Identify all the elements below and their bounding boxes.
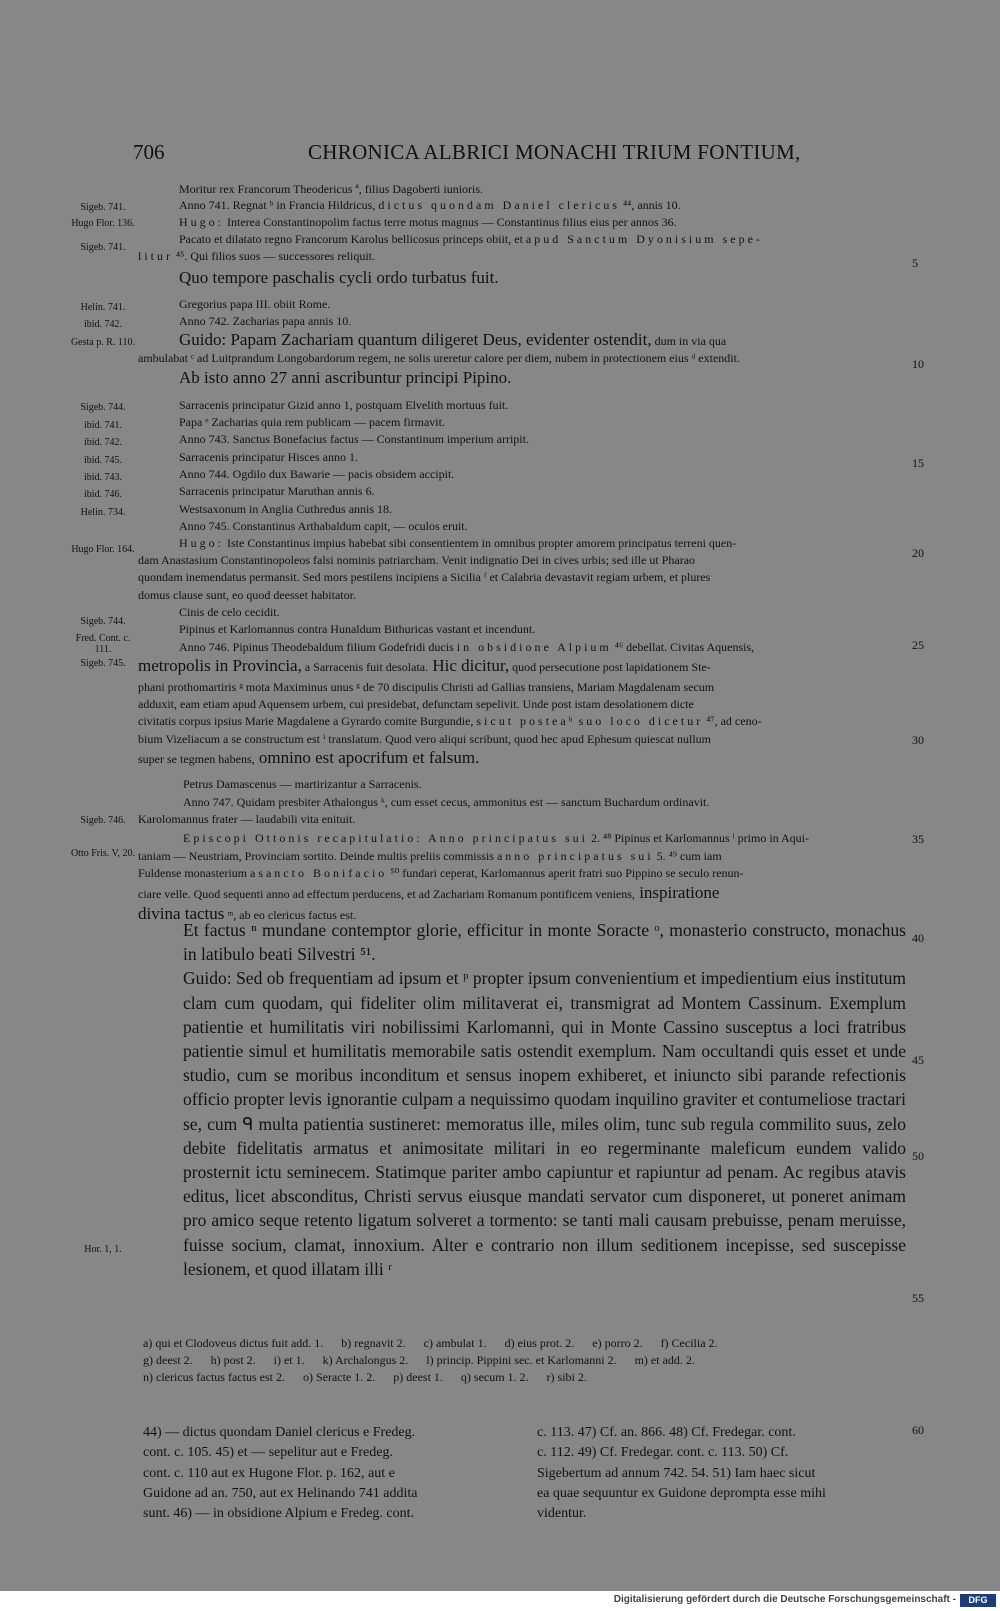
running-title: CHRONICA ALBRICI MONACHI TRIUM FONTIUM, bbox=[308, 140, 801, 164]
entry-text: ⁵⁰ fundari ceperat, Karlomannus aperit fratri suo Pippino se seculo renun- bbox=[387, 866, 744, 880]
entry-text: 5. ⁴⁹ cum iam bbox=[653, 849, 722, 863]
entry-text: Papa ᵉ Zacharias quia rem publicam — pacem firmavit. bbox=[179, 415, 445, 429]
entry-line bbox=[179, 330, 726, 350]
entry-text: Interea Constantinopolim factus terre motus magnus — Constantinus filius eius per annos 36. bbox=[224, 215, 677, 229]
note-line: ea quae sequuntur ex Guidone deprompta esse mihi bbox=[537, 1485, 826, 1501]
main-text bbox=[183, 918, 906, 1281]
note-line: sunt. 46) — in obsidione Alpium e Fredeg. cont. bbox=[143, 1506, 415, 1522]
page-number: 706 bbox=[133, 140, 165, 164]
entry-line bbox=[179, 181, 483, 197]
margin-reference: Sigeb. 745. bbox=[80, 658, 126, 669]
entry-line bbox=[179, 397, 508, 413]
apparatus-line: n) clericus factus factus est 2. o) Seracte 1. 2. p) deest 1. q) secum 1. 2. r) sibi 2. bbox=[143, 1370, 587, 1384]
footer-text: Digitalisierung gefördert durch die Deutsche Forschungsgemeinschaft - bbox=[613, 1594, 956, 1605]
line-number: 45 bbox=[912, 1053, 924, 1067]
note-line: Sigebertum ad annum 742. 54. 51) Iam haec sicut bbox=[537, 1465, 816, 1481]
line-number: 50 bbox=[912, 1149, 924, 1163]
entry-text: ambulabat ᶜ ad Luitprandum Longobardorum regem, ne solis ureretur calore per diem, nubem in protectionem eius ᵈ extendit. bbox=[138, 351, 740, 365]
entry-line bbox=[138, 248, 375, 264]
entry-text: Moritur rex Francorum Theodericus ª, filius Dagoberti iunioris. bbox=[179, 182, 484, 196]
margin-reference: ibid. 746. bbox=[83, 489, 123, 500]
spaced-text: in obsidione Alpium bbox=[456, 640, 612, 654]
note-line: c. 113. 47) Cf. an. 866. 48) Cf. Fredegar. cont. bbox=[537, 1425, 796, 1440]
entry-text: dum in via qua bbox=[651, 334, 727, 348]
entry-line bbox=[179, 231, 763, 247]
notes-column-left bbox=[143, 1423, 523, 1524]
entry-line bbox=[179, 466, 454, 482]
entry-line bbox=[138, 748, 479, 768]
entry-line bbox=[138, 350, 740, 366]
entry-line bbox=[179, 431, 529, 447]
entry-text: ᵐ, ab eo clericus factus est. bbox=[224, 908, 357, 922]
entry-text: ⁴⁷, ad ceno- bbox=[703, 714, 762, 728]
line-number: 5 bbox=[912, 256, 918, 270]
entry-line bbox=[138, 713, 762, 729]
entry-text: ʰ bbox=[568, 714, 573, 728]
entry-text: Anno 746. Pipinus Theodebaldum filium Godefridi ducis bbox=[179, 640, 457, 654]
line-number: 25 bbox=[912, 638, 924, 652]
margin-reference: Sigeb. 744. bbox=[80, 402, 126, 413]
digitization-footer bbox=[0, 1591, 1000, 1611]
spaced-text: litur bbox=[138, 249, 173, 263]
entry-line bbox=[179, 621, 535, 637]
line-number: 60 bbox=[912, 1423, 924, 1437]
entry-text: Sarracenis principatur Gizid anno 1, postquam Elvelith mortuus fuit. bbox=[179, 398, 509, 412]
entry-text: Westsaxonum in Anglia Cuthredus annis 18. bbox=[179, 502, 393, 516]
entry-text: civitatis corpus ipsius Marie Magdalene a Gyrardo comite Burgundie, bbox=[138, 714, 477, 728]
paragraph-factus: Et factus ⁿ mundane contemptor glorie, efficitur in monte Soracte ᵒ, monasterio constructo, monachus in latibulo beati Silvestri ⁵¹. bbox=[183, 920, 906, 965]
margin-reference: Sigeb. 741. bbox=[80, 202, 126, 213]
entry-text: ⁴⁵. Qui filios suos — successores reliquit. bbox=[173, 249, 376, 263]
emphasized-text: omnino est apocrifum et falsum. bbox=[254, 748, 480, 767]
entry-line bbox=[138, 865, 744, 881]
entry-text: ⁴⁶ debellat. Civitas Aquensis, bbox=[611, 640, 755, 654]
line-number: 55 bbox=[912, 1291, 924, 1305]
entry-line bbox=[138, 848, 722, 864]
entry-text: Guido: Papam Zachariam quantum diligeret Deus, evidenter ostendit, bbox=[179, 330, 652, 349]
entry-line bbox=[179, 483, 375, 499]
note-line: c. 112. 49) Cf. Fredegar. cont. c. 113. 50) Cf. bbox=[537, 1445, 789, 1461]
margin-reference: Hugo Flor. 136. bbox=[71, 218, 135, 229]
margin-reference: ibid. 743. bbox=[83, 472, 123, 483]
dfg-logo: DFG bbox=[960, 1594, 996, 1607]
entry-text: Fuldense monasterium a bbox=[138, 866, 259, 880]
line-number: 20 bbox=[912, 546, 924, 560]
entry-text: Pipinus et Karlomannus contra Hunaldum Bithuricas vastant et incendunt. bbox=[179, 622, 536, 636]
line-number: 10 bbox=[912, 357, 924, 371]
emphasized-text: Hic dicitur, bbox=[428, 656, 510, 675]
spaced-text: anno principatus sui bbox=[496, 849, 654, 863]
entry-text: ciare velle. Quod sequenti anno ad effectum perducens, et ad Zachariam Romanum pontificem veniens, bbox=[138, 887, 635, 901]
margin-reference: Fred. Cont. c. 111. bbox=[75, 633, 131, 655]
entry-text: Pacato et dilatato regno Francorum Karolus bellicosus princeps obiit, et bbox=[179, 232, 526, 246]
entry-text: super se tegmen habens, bbox=[138, 752, 255, 766]
entry-line bbox=[183, 776, 422, 792]
margin-reference: Sigeb. 741. bbox=[80, 242, 126, 253]
line-number: 40 bbox=[912, 931, 924, 945]
entry-line bbox=[179, 296, 330, 312]
note-line: videntur. bbox=[537, 1506, 587, 1522]
entry-line bbox=[183, 794, 709, 810]
entry-text: metropolis in Provincia, bbox=[138, 656, 302, 675]
entry-line bbox=[138, 587, 356, 603]
note-line: 44) — dictus quondam Daniel clericus e Fredeg. bbox=[143, 1425, 416, 1440]
entry-line bbox=[179, 449, 358, 465]
margin-reference: Otto Fris. V, 20. bbox=[70, 848, 136, 859]
entry-line bbox=[179, 535, 736, 551]
note-line: Guidone ad an. 750, aut ex Helinando 741 addita bbox=[143, 1485, 418, 1501]
entry-text: Anno 741. Regnat ᵇ in Francia Hildricus, bbox=[179, 198, 379, 212]
entry-text: Petrus Damascenus — martirizantur a Sarracenis. bbox=[183, 777, 422, 791]
running-header bbox=[0, 134, 1000, 174]
margin-reference: Sigeb. 744. bbox=[80, 616, 126, 627]
entry-text: taniam — Neustriam, Provinciam sortito. Deinde multis preliis commissis bbox=[138, 849, 497, 863]
entry-line bbox=[179, 214, 677, 230]
entry-text: divina tactus bbox=[138, 904, 225, 923]
entry-text: Iste Constantinus impius habebat sibi consentientem in omnibus propter amorem principatus terreni quen- bbox=[224, 536, 737, 550]
line-number: 30 bbox=[912, 733, 924, 747]
entry-text: Ab isto anno 27 anni ascribuntur principi Pipino. bbox=[179, 368, 512, 387]
entry-text: Karolomannus frater — laudabili vita enituit. bbox=[138, 812, 356, 826]
line-number: 35 bbox=[912, 832, 924, 846]
entry-text: Gregorius papa III. obiit Rome. bbox=[179, 297, 331, 311]
margin-reference: ibid. 745. bbox=[83, 455, 123, 466]
spaced-text: suo loco dicetur bbox=[572, 714, 704, 728]
margin-reference: Helin. 734. bbox=[80, 507, 126, 518]
margin-reference: Gesta p. R. 110. bbox=[70, 337, 136, 348]
entry-text: Anno 743. Sanctus Bonefacius factus — Constantinum imperium arripit. bbox=[179, 432, 529, 446]
entry-line bbox=[138, 656, 711, 676]
emphasized-text: inspiratione bbox=[634, 883, 720, 902]
entry-text: 2. ⁴⁸ Pipinus et Karlomannus ˡ primo in Aqui- bbox=[587, 831, 809, 845]
margin-reference: Helin. 741. bbox=[80, 302, 126, 313]
entry-line bbox=[179, 604, 280, 620]
spaced-text: apud Sanctum Dyonisium sepe- bbox=[525, 232, 763, 246]
entry-line bbox=[179, 197, 681, 213]
entry-text: a Sarracenis fuit desolata. bbox=[301, 660, 429, 674]
entry-text: Sarracenis principatur Hisces anno 1. bbox=[179, 450, 358, 464]
entry-text: quod persecutione post lapidationem Ste- bbox=[509, 660, 711, 674]
entry-text: Anno 744. Ogdilo dux Bawarie — pacis obsidem accipit. bbox=[179, 467, 455, 481]
entry-line bbox=[138, 679, 714, 695]
entry-text: dam Anastasium Constantinopoleos falsi nominis patriarcham. Venit indignatio Dei in cives urbis; sed ille ut Pharao bbox=[138, 553, 696, 567]
entry-line bbox=[138, 552, 695, 568]
entry-text: ⁴⁴, annis 10. bbox=[619, 198, 681, 212]
apparatus-line: g) deest 2. h) post 2. i) et 1. k) Archalongus 2. l) princip. Pippini sec. et Karlomanni 2. m) et add. 2. bbox=[143, 1353, 695, 1367]
entry-text: quondam inemendatus permansit. Sed mors pestilens incipiens a Sicilia ᶠ et Calabria devastavit regiam urbem, et plures bbox=[138, 570, 711, 584]
entry-text: phani prothomartiris ᵍ mota Maximinus unus ᵍ de 70 discipulis Christi ad Gallias transiens, Mariam Magdalenam secum bbox=[138, 680, 715, 694]
entry-text: Anno 745. Constantinus Arthabaldum capit, — oculos eruit. bbox=[179, 519, 468, 533]
note-line: cont. c. 110 aut ex Hugone Flor. p. 162, aut e bbox=[143, 1465, 395, 1481]
spaced-text: Hugo: bbox=[179, 536, 224, 550]
entry-line bbox=[179, 639, 754, 655]
entry-line bbox=[179, 501, 392, 517]
entry-line bbox=[179, 414, 445, 430]
margin-reference: Hor. 1, 1. bbox=[84, 1244, 122, 1255]
line-number: 15 bbox=[912, 456, 924, 470]
margin-reference: ibid. 741. bbox=[83, 420, 123, 431]
margin-reference: ibid. 742. bbox=[83, 437, 123, 448]
margin-reference: Sigeb. 746. bbox=[80, 815, 126, 826]
entry-text: Cinis de celo cecidit. bbox=[179, 605, 280, 619]
spaced-text: sicut postea bbox=[476, 714, 569, 728]
notes-column-right bbox=[537, 1423, 907, 1524]
entry-text: Sarracenis principatur Maruthan annis 6. bbox=[179, 484, 375, 498]
spaced-text: Hugo: bbox=[179, 215, 224, 229]
entry-text: domus clause sunt, eo quod deesset habitator. bbox=[138, 588, 356, 602]
entry-line bbox=[179, 313, 351, 329]
entry-text: Quo tempore paschalis cycli ordo turbatus fuit. bbox=[179, 268, 499, 287]
entry-text: Anno 742. Zacharias papa annis 10. bbox=[179, 314, 352, 328]
entry-line bbox=[179, 368, 511, 388]
entry-line bbox=[138, 811, 355, 827]
entry-line bbox=[138, 696, 694, 712]
apparatus-line: a) qui et Clodoveus dictus fuit add. 1. b) regnavit 2. c) ambulat 1. d) eius prot. 2. e) porro 2. f) Cecilia 2. bbox=[143, 1336, 718, 1350]
entry-line bbox=[179, 518, 468, 534]
spaced-text: Episcopi Ottonis recapitulatio: Anno principatus sui bbox=[183, 831, 588, 845]
entry-text: bium Vizeliacum a se constructum est ⁱ translatum. Quod vero aliqui scribunt, quod hec apud Ephesum quiescat nullum bbox=[138, 732, 712, 746]
paragraph-guido: Guido: Sed ob frequentiam ad ipsum et ᵖ propter ipsum convenientium et impedientium eius institutum clam cum quodam, qui fideliter olim militaverat ei, transmigrat ad Montem Cassinum. Exemplum patientie et humilitatis viri nobilissimi Karlomanni, qui in Monte Cassino susceptus a loci fratribus patientie simul et humilitatis memorabile satis ostendit exemplum. Nam occultandi quis esset et unde studio, cum se moribus inconditum et sensus inopem exhiberet, et iniuncto sibi parande refectionis officio propter levis ignorantie culpam a nequissimo quodam inquilino graviter et contumeliose tractari se, cum ᑫ multa patientia sustineret: memoratus ille, miles olim, tunc sub regula commilito suus, zelo debite fidelitatis armatus et animositate militari in eo regerminante maleficum eundem valido prosternit ictu seminecem. Statimque pariter ambo capiuntur et rapiuntur ad penam. Ac regibus atavis editus, licet absconditus, Christi servus eiusque mandati servator cum disponeret, ut poneret animam pro amico seque retento ligatum solveret a tormento: se tanti mali causam prebuisse, penam meruisse, fuisse socium, clamat, innoxium. Alter e contrario non illum seditionem incepisse, sed suscepisse lesionem, et quod illatam illi ʳ bbox=[183, 968, 906, 1279]
entry-line bbox=[179, 268, 499, 288]
spaced-text: dictus quondam Daniel clericus bbox=[378, 198, 620, 212]
margin-reference: ibid. 742. bbox=[83, 319, 123, 330]
entry-text: Anno 747. Quidam presbiter Athalongus ᵏ, cum esset cecus, ammonitus est — sanctum Buchardum ordinavit. bbox=[183, 795, 710, 809]
entry-line bbox=[138, 883, 719, 903]
entry-line bbox=[138, 731, 711, 747]
entry-line bbox=[183, 830, 809, 846]
entry-line bbox=[138, 569, 710, 585]
note-line: cont. c. 105. 45) et — sepelitur aut e Fredeg. bbox=[143, 1445, 393, 1461]
entry-text: adduxit, eam etiam apud Aquensem urbem, cui presidebat, defunctam sepelivit. Unde post istam desolationem dicte bbox=[138, 697, 694, 711]
spaced-text: sancto Bonifacio bbox=[258, 866, 388, 880]
margin-reference: Hugo Flor. 164. bbox=[71, 544, 135, 555]
